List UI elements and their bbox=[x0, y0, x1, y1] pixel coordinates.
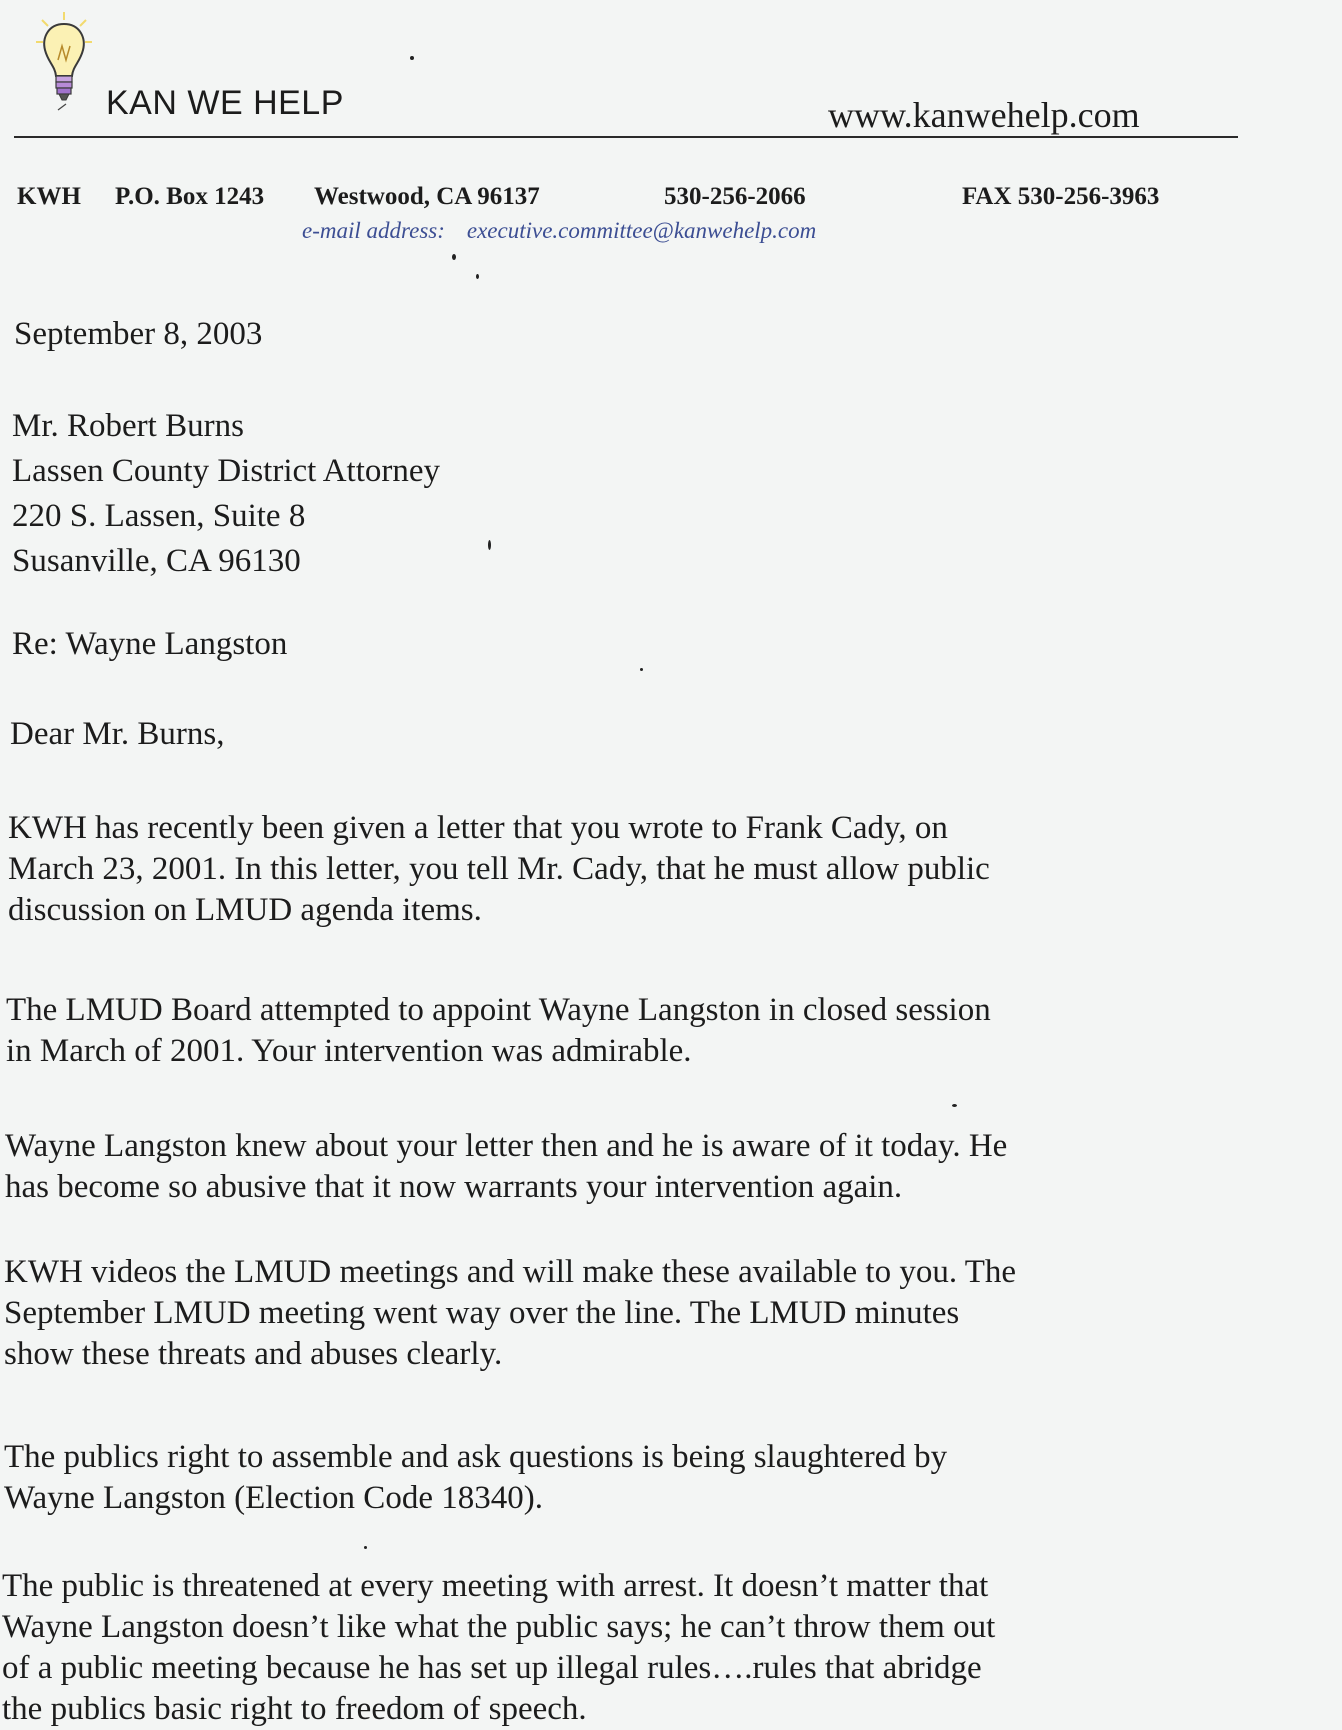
paragraph-line: show these threats and abuses clearly. bbox=[4, 1336, 503, 1372]
org-phone: 530-256-2066 bbox=[664, 183, 806, 210]
recipient-title: Lassen County District Attorney bbox=[12, 453, 441, 489]
org-fax: FAX 530-256-3963 bbox=[962, 183, 1160, 210]
paragraph-line: The publics right to assemble and ask questions is being slaughtered by bbox=[4, 1439, 948, 1475]
scan-speck bbox=[364, 1546, 367, 1549]
paragraph-line: Wayne Langston (Election Code 18340). bbox=[4, 1480, 543, 1516]
scan-speck bbox=[452, 254, 456, 260]
recipient-block bbox=[12, 404, 440, 584]
paragraph-line: The LMUD Board attempted to appoint Wayne Langston in closed session bbox=[6, 992, 991, 1028]
paragraph-line: KWH has recently been given a letter that you wrote to Frank Cady, on bbox=[8, 810, 948, 846]
scan-speck bbox=[952, 1104, 957, 1107]
light-bulb-icon bbox=[36, 10, 92, 120]
paragraph-line: KWH videos the LMUD meetings and will make these available to you. The bbox=[4, 1254, 1017, 1290]
salutation: Dear Mr. Burns, bbox=[10, 716, 225, 752]
recipient-city: Susanville, CA 96130 bbox=[12, 543, 301, 579]
recipient-street: 220 S. Lassen, Suite 8 bbox=[12, 498, 306, 534]
letter-date: September 8, 2003 bbox=[14, 316, 263, 352]
paragraph bbox=[2, 1566, 995, 1730]
website-link: www.kanwehelp.com bbox=[828, 95, 1140, 135]
paragraph-line: of a public meeting because he has set up illegal rules….rules that abridge bbox=[2, 1650, 982, 1686]
po-box: P.O. Box 1243 bbox=[115, 183, 265, 210]
paragraph-line: Wayne Langston knew about your letter then and he is aware of it today. He bbox=[5, 1128, 1008, 1164]
paragraph-line: has become so abusive that it now warrants your intervention again. bbox=[5, 1169, 903, 1205]
paragraph-line: discussion on LMUD agenda items. bbox=[8, 892, 482, 928]
paragraph-line: in March of 2001. Your intervention was admirable. bbox=[6, 1033, 692, 1069]
paragraph bbox=[8, 808, 990, 931]
email-label: e-mail address: bbox=[302, 218, 445, 243]
paragraph bbox=[4, 1252, 1016, 1375]
paragraph-line: The public is threatened at every meeting with arrest. It doesn’t matter that bbox=[2, 1568, 989, 1604]
paragraph-line: September LMUD meeting went way over the line. The LMUD minutes bbox=[4, 1295, 960, 1331]
email-line bbox=[302, 218, 816, 244]
scan-speck bbox=[476, 274, 479, 279]
recipient-name: Mr. Robert Burns bbox=[12, 408, 244, 444]
scan-speck bbox=[410, 56, 414, 60]
org-abbr: KWH bbox=[17, 183, 81, 210]
paragraph bbox=[5, 1126, 1007, 1208]
paragraph bbox=[6, 990, 991, 1072]
paragraph-line: the publics basic right to freedom of speech. bbox=[2, 1691, 587, 1727]
org-city: Westwood, CA 96137 bbox=[314, 183, 540, 210]
paragraph bbox=[4, 1437, 947, 1519]
paragraph-line: March 23, 2001. In this letter, you tell Mr. Cady, that he must allow public bbox=[8, 851, 990, 887]
header-divider bbox=[14, 136, 1238, 138]
org-name: KAN WE HELP bbox=[106, 84, 344, 122]
email-address: executive.committee@kanwehelp.com bbox=[466, 218, 817, 243]
paragraph-line: Wayne Langston doesn’t like what the public says; he can’t throw them out bbox=[2, 1609, 996, 1645]
scan-speck bbox=[488, 540, 491, 550]
scan-speck bbox=[640, 668, 643, 671]
re-line: Re: Wayne Langston bbox=[12, 626, 288, 662]
